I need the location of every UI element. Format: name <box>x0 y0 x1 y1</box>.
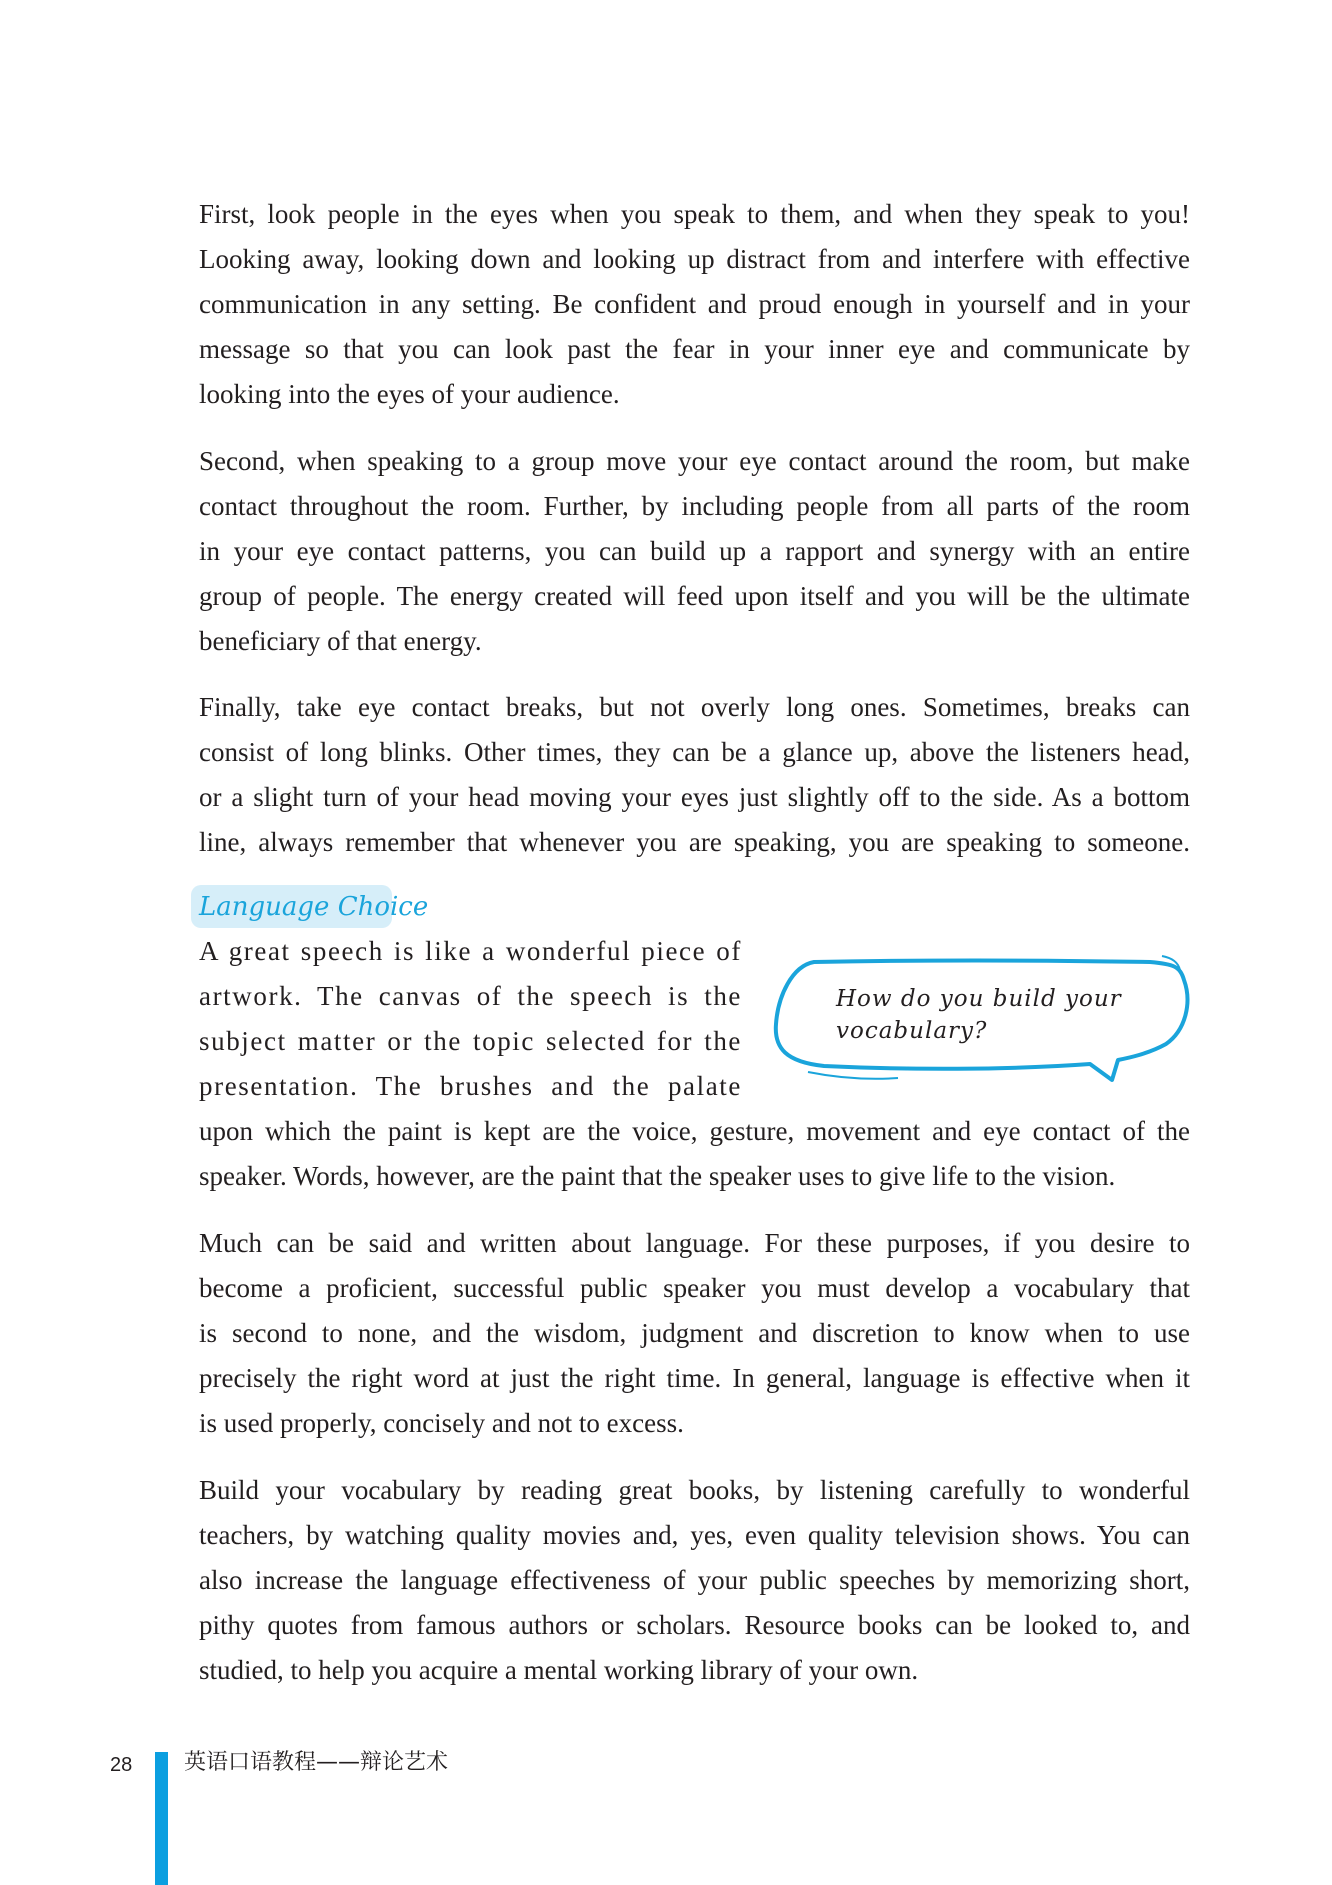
text-line: or a slight turn of your head moving your eyes just slightly off to the side. As a bottom <box>199 782 1190 812</box>
text-line: artwork. The canvas of the speech is the <box>199 981 742 1011</box>
paragraph-eye-contact-second <box>199 439 1190 664</box>
paragraph-language-intro-wide <box>199 1109 1190 1199</box>
section-heading: Language Choice <box>199 892 429 922</box>
paragraph-language-much <box>199 1221 1190 1446</box>
text-line: Build your vocabulary by reading great books, by listening carefully to wonderful <box>199 1475 1190 1505</box>
text-line: beneficiary of that energy. <box>199 626 482 656</box>
text-line: consist of long blinks. Other times, they can be a glance up, above the listeners head, <box>199 737 1190 767</box>
text-line: Much can be said and written about language. For these purposes, if you desire to <box>199 1228 1190 1258</box>
text-line: subject matter or the topic selected for the <box>199 1026 742 1056</box>
text-line: Looking away, looking down and looking up distract from and interfere with effective <box>199 244 1190 274</box>
text-line: Finally, take eye contact breaks, but not overly long ones. Sometimes, breaks can <box>199 692 1190 722</box>
text-line: contact throughout the room. Further, by including people from all parts of the room <box>199 491 1190 521</box>
callout-line: How do you build your <box>836 986 1122 1012</box>
text-line: presentation. The brushes and the palate <box>199 1071 742 1101</box>
page-number: 28 <box>110 1754 133 1776</box>
text-line: group of people. The energy created will feed upon itself and you will be the ultimate <box>199 581 1190 611</box>
text-line: is used properly, concisely and not to excess. <box>199 1408 684 1438</box>
text-line: looking into the eyes of your audience. <box>199 379 620 409</box>
text-line: A great speech is like a wonderful piece of <box>199 936 742 966</box>
text-line: line, always remember that whenever you are speaking, you are speaking to someone. <box>199 827 1190 857</box>
text-line: studied, to help you acquire a mental working library of your own. <box>199 1655 919 1685</box>
text-line: in your eye contact patterns, you can build up a rapport and synergy with an entire <box>199 536 1190 566</box>
paragraph-eye-contact-first <box>199 192 1190 417</box>
text-line: First, look people in the eyes when you speak to them, and when they speak to you! <box>199 199 1190 229</box>
text-line: also increase the language effectiveness of your public speeches by memorizing short, <box>199 1565 1190 1595</box>
text-line: become a proficient, successful public speaker you must develop a vocabulary that <box>199 1273 1190 1303</box>
text-line: precisely the right word at just the right time. In general, language is effective when it <box>199 1363 1190 1393</box>
text-line: pithy quotes from famous authors or scholars. Resource books can be looked to, and <box>199 1610 1190 1640</box>
text-line: teachers, by watching quality movies and, yes, even quality television shows. You can <box>199 1520 1190 1550</box>
text-line: message so that you can look past the fear in your inner eye and communicate by <box>199 334 1190 364</box>
text-line: upon which the paint is kept are the voice, gesture, movement and eye contact of the <box>199 1116 1190 1146</box>
footer-accent-bar <box>155 1752 168 1885</box>
text-line: speaker. Words, however, are the paint that the speaker uses to give life to the vision. <box>199 1161 1116 1191</box>
book-title: 英语口语教程——辩论艺术 <box>184 1750 449 1775</box>
paragraph-eye-contact-finally <box>199 685 1190 865</box>
callout-line: vocabulary? <box>836 1018 988 1044</box>
callout-question <box>836 983 1136 1047</box>
text-line: is second to none, and the wisdom, judgment and discretion to know when to use <box>199 1318 1190 1348</box>
paragraph-language-vocabulary <box>199 1468 1190 1693</box>
paragraph-language-intro-narrow <box>199 929 742 1109</box>
text-line: Second, when speaking to a group move your eye contact around the room, but make <box>199 446 1190 476</box>
text-line: communication in any setting. Be confident and proud enough in yourself and in your <box>199 289 1190 319</box>
